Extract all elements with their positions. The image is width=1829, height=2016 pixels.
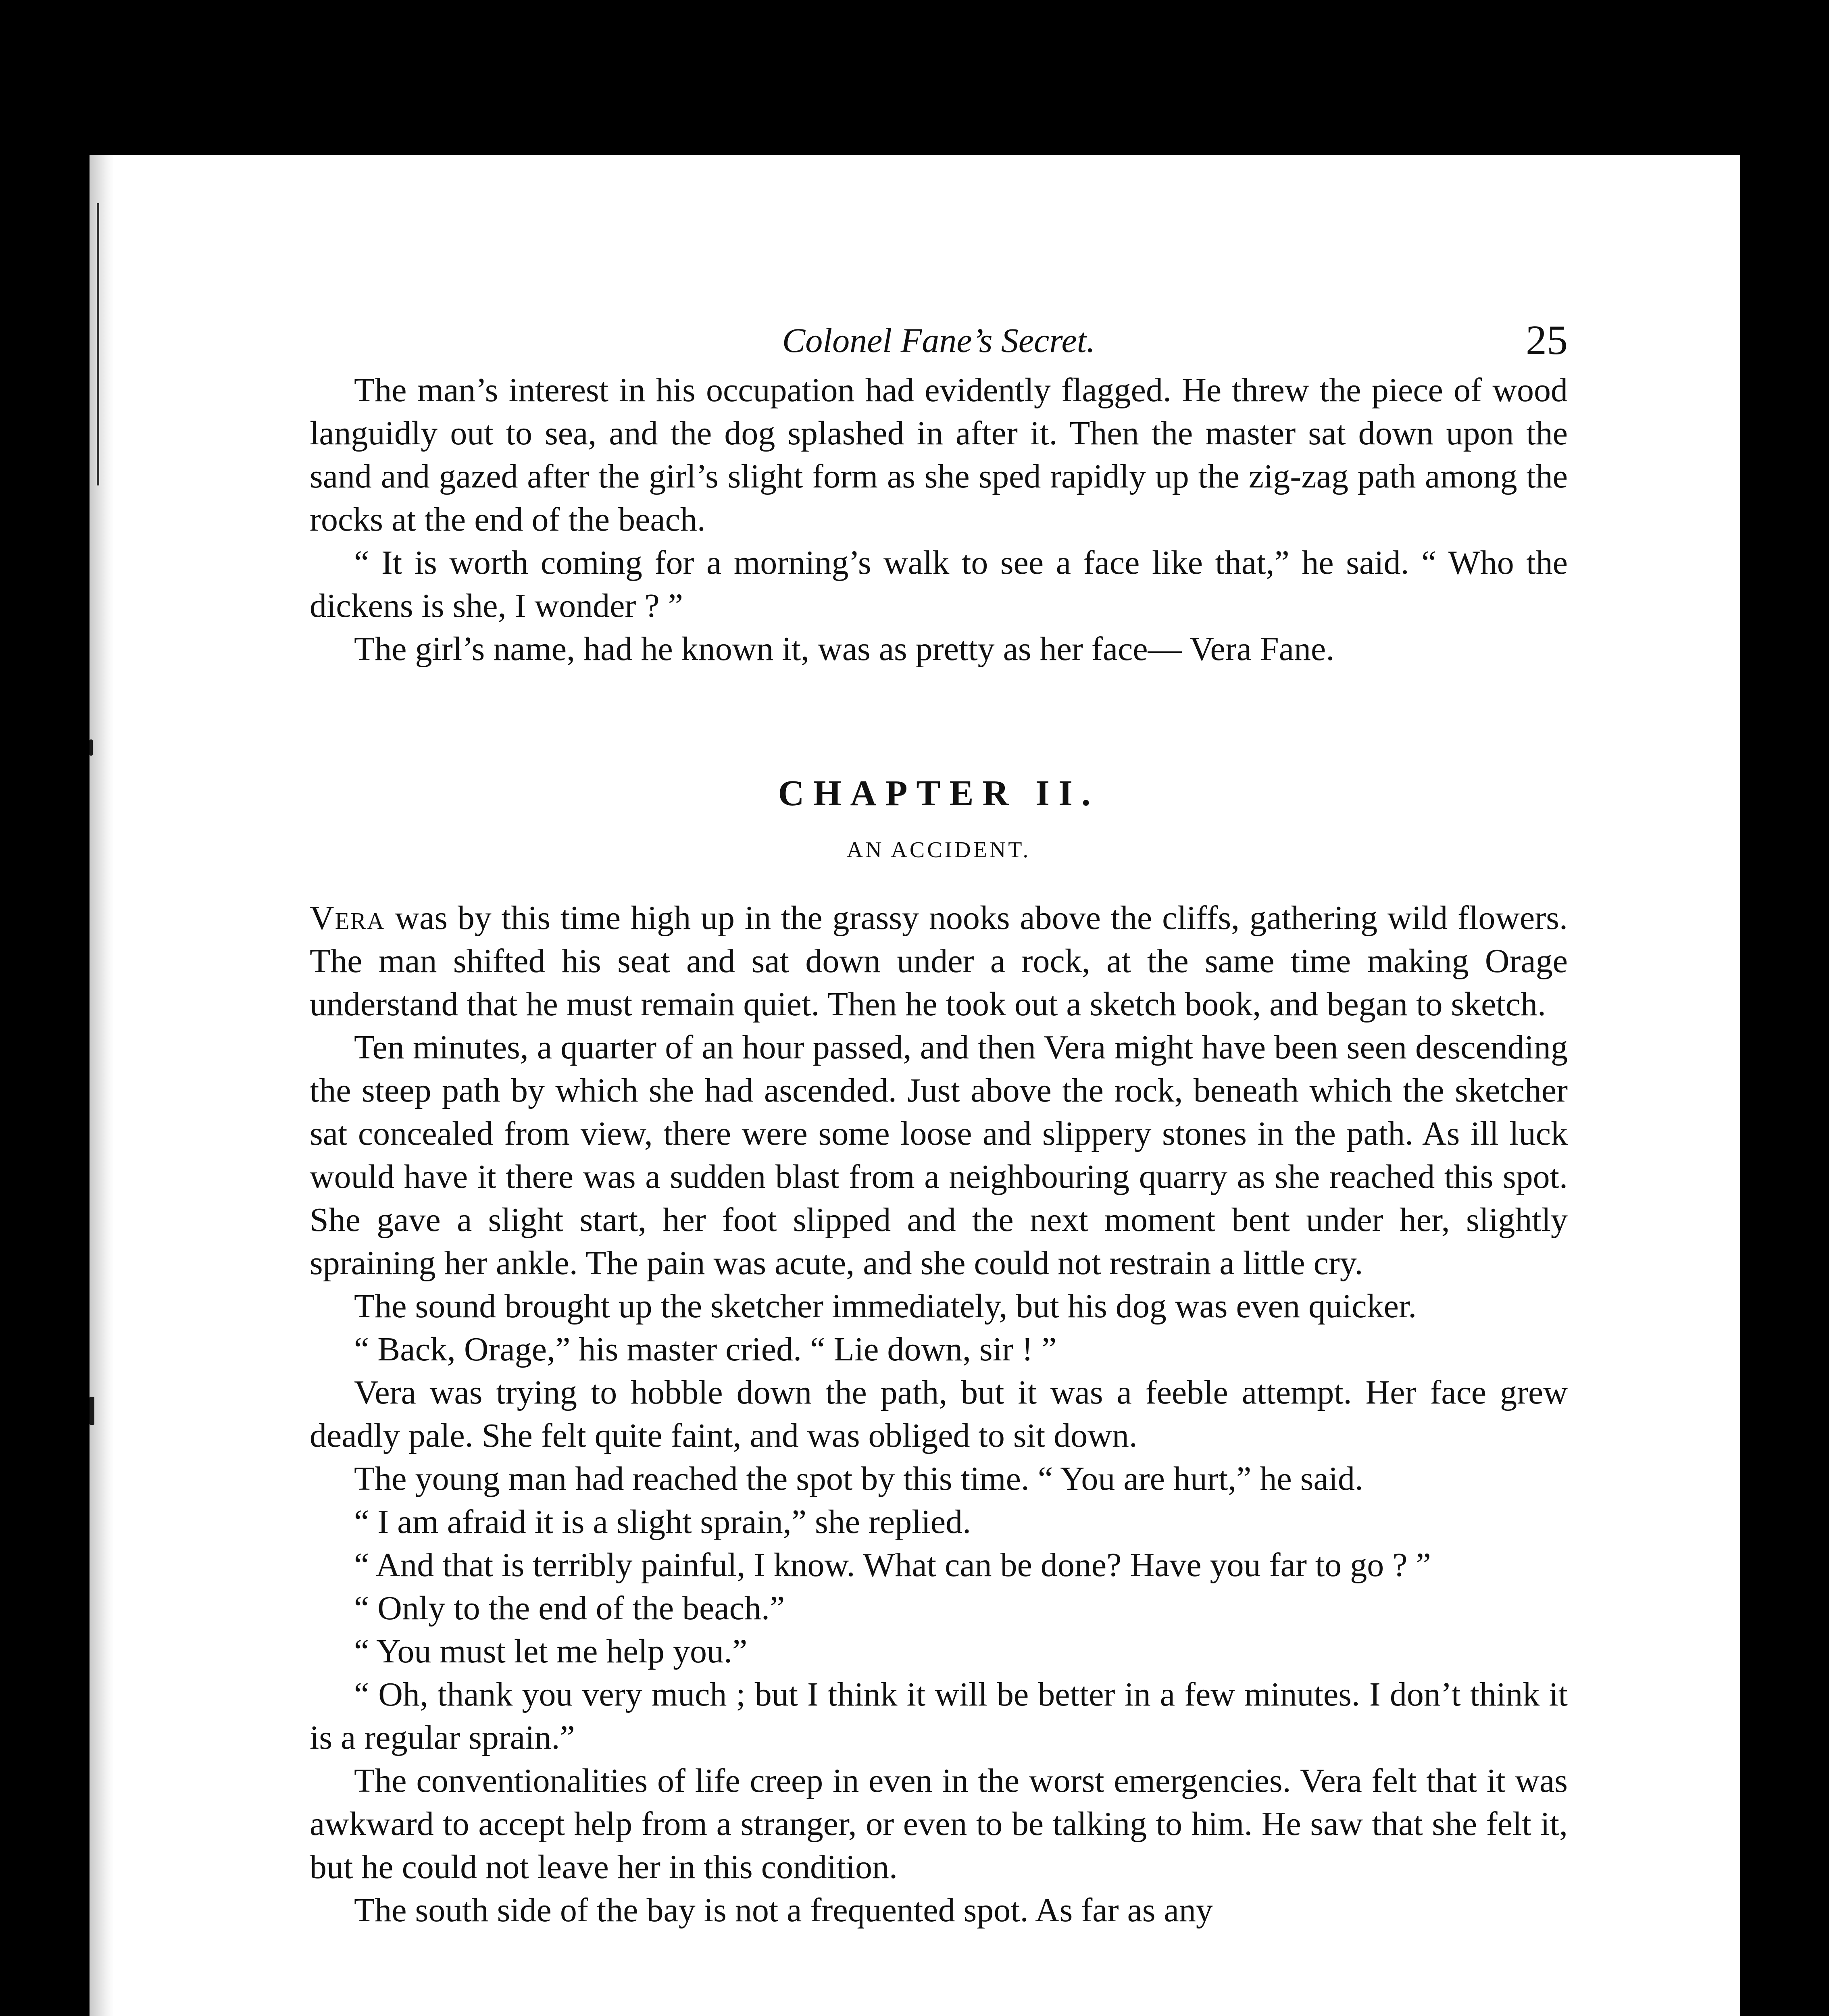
paragraph: “ And that is terribly painful, I know. What can be done? Have you far to go ? ”: [354, 1546, 1431, 1584]
paragraph: “ Oh, thank you very much ; but I think it will be better in a few minutes. I don’t think it is a regular sprain.”: [310, 1676, 1568, 1756]
paragraph-text: was by this time high up in the grassy nooks above the cliffs, gathering wild flowers. The man shifted his seat and sat down under a rock, at the same time making Orage understand that he must remain quiet. Then he took out a sketch book, and began to sketch.: [310, 899, 1568, 1023]
paragraph: The sound brought up the sketcher immediately, but his dog was even quicker.: [354, 1287, 1417, 1325]
chapter-title: CHAPTER II.: [778, 773, 1100, 813]
paragraph: “ Only to the end of the beach.”: [354, 1589, 785, 1627]
book-page: [90, 155, 1740, 2016]
paragraph: The young man had reached the spot by this time. “ You are hurt,” he said.: [354, 1460, 1364, 1497]
paragraph: Vera was trying to hobble down the path, but it was a feeble attempt. Her face grew deadly pale. She felt quite faint, and was obliged to sit down.: [310, 1374, 1568, 1454]
paragraph: “ I am afraid it is a slight sprain,” she replied.: [354, 1503, 971, 1541]
paragraph: [310, 896, 1568, 1026]
paragraph: The man’s interest in his occupation had evidently flagged. He threw the piece of wood languidly out to sea, and the dog splashed in after it. Then the master sat down upon the sand and gazed after the girl’s slight form as she sped rapidly up the zig-zag path among the rocks at the end of the beach.: [310, 371, 1568, 538]
paragraph: “ You must let me help you.”: [354, 1633, 748, 1670]
paragraph: Ten minutes, a quarter of an hour passed, and then Vera might have been seen descending the steep path by which she had ascended. Just above the rock, beneath which the sketcher sat concealed from view, there were some loose and slippery stones in the path. As ill luck would have it there was a sudden blast from a neighbouring quarry as she reached this spot. She gave a slight start, her foot slipped and the next moment bent under her, slightly spraining her ankle. The pain was acute, and she could not restrain a little cry.: [310, 1029, 1568, 1282]
paragraph: “ Back, Orage,” his master cried. “ Lie down, sir ! ”: [354, 1331, 1057, 1368]
spine-edge: [97, 203, 99, 485]
page-number: 25: [1526, 317, 1568, 363]
chapter-subtitle: AN ACCIDENT.: [846, 837, 1031, 862]
margin-mark: [90, 739, 93, 756]
paragraph: The conventionalities of life creep in even in the worst emergencies. Vera felt that it was awkward to accept help from a stranger, or even to be talking to him. He saw that she felt it, but he could not leave her in this condition.: [310, 1762, 1568, 1886]
margin-mark: [90, 1397, 94, 1425]
paragraph: “ It is worth coming for a morning’s walk to see a face like that,” he said. “ Who the dickens is she, I wonder ? ”: [310, 544, 1568, 625]
running-head: [310, 316, 1568, 369]
paragraph: The girl’s name, had he known it, was as pretty as her face— Vera Fane.: [354, 630, 1335, 668]
paragraph: The south side of the bay is not a frequented spot. As far as any: [354, 1891, 1213, 1929]
text-block: [310, 316, 1568, 1932]
running-title: Colonel Fane’s Secret.: [782, 321, 1096, 360]
lead-word: Vera: [310, 899, 385, 937]
page-gutter: [90, 155, 114, 2016]
